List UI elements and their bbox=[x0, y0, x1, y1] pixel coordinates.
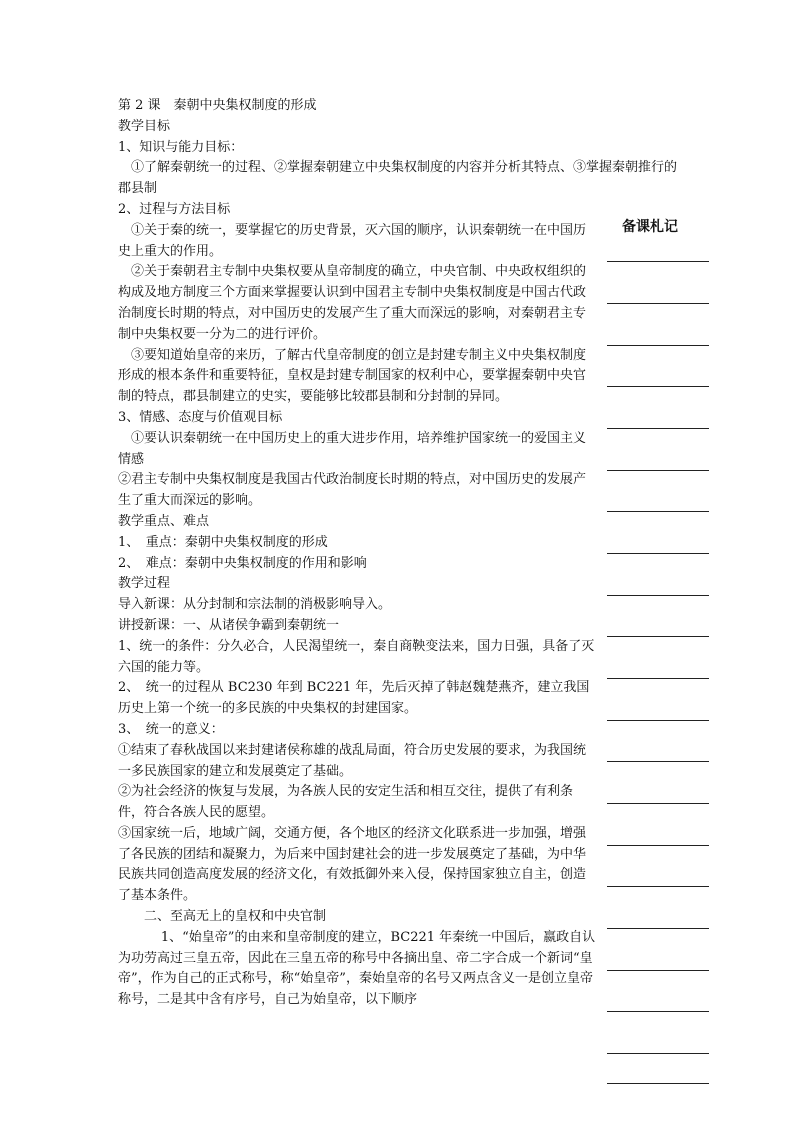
difficult-point: 2、 难点：秦朝中央集权制度的作用和影响 bbox=[118, 555, 367, 571]
significance-item-2: ②为社会经济的恢复与发展，为各族人民的安定生活和相互交往，提供了有利条件，符合各族人民的愿望。 bbox=[118, 784, 574, 821]
note-line[interactable] bbox=[607, 553, 709, 554]
note-line[interactable] bbox=[607, 1053, 709, 1054]
significance-item-3: ③国家统一后，地域广阔，交通方便，各个地区的经济文化联系进一步加强，增强了各民族的团结和凝聚力，为后来中国封建社会的进一步发展奠定了基础，为中华民族共同创造高度发展的经济文化，有效抵御外来入侵，保持国家独立自主，创造了基本条件。 bbox=[118, 825, 587, 904]
note-line[interactable] bbox=[607, 845, 709, 846]
goal-2-item-2: ②关于秦朝君主专制中央集权要从皇帝制度的确立，中央官制、中央政权组织的构成及地方制度三个方面来掌握要认识到中国君主专制中央集权制度是中国古代政治制度长时期的特点，对中国历史的发展产生了重大而深远的影响，对秦朝君主专制中央集权要一分为二的进行评价。 bbox=[118, 264, 587, 342]
note-line[interactable] bbox=[607, 1011, 709, 1012]
heading-teaching-goals: 教学目标 bbox=[118, 118, 171, 134]
goal-2-heading: 2、过程与方法目标 bbox=[118, 201, 231, 217]
note-line[interactable] bbox=[607, 303, 709, 304]
key-point: 1、 重点：秦朝中央集权制度的形成 bbox=[118, 534, 328, 550]
note-line[interactable] bbox=[607, 636, 709, 637]
significance-item-1: ①结束了春秋战国以来封建诸侯称雄的战乱局面，符合历史发展的要求，为我国统一多民族国家的建立和发展奠定了基础。 bbox=[118, 742, 587, 779]
lesson-part-1-heading: 讲授新课：一、从诸侯争霸到秦朝统一 bbox=[118, 617, 340, 633]
note-line[interactable] bbox=[607, 803, 709, 804]
note-line[interactable] bbox=[607, 386, 709, 387]
lesson-intro: 导入新课：从分封制和宗法制的消极影响导入。 bbox=[118, 597, 392, 613]
note-line[interactable] bbox=[607, 345, 709, 346]
unification-process: 2、 统一的过程从 BC230 年到 BC221 年，先后灭掉了韩赵魏楚燕齐，建立我国历史上第一个统一的多民族的中央集权的封建国家。 bbox=[118, 680, 590, 717]
note-line[interactable] bbox=[607, 886, 709, 887]
note-line[interactable] bbox=[607, 720, 709, 721]
note-line[interactable] bbox=[607, 970, 709, 971]
goal-2-item-1: ①关于秦的统一，要掌握它的历史背景，灭六国的顺序，认识秦朝统一在中国历史上重大的作用。 bbox=[118, 222, 587, 259]
goal-1-heading: 1、知识与能力目标： bbox=[118, 139, 244, 155]
note-line[interactable] bbox=[607, 470, 709, 471]
goal-1-text: ①了解秦朝统一的过程、②掌握秦朝建立中央集权制度的内容并分析其特点、③掌握秦朝推行的郡县制 bbox=[118, 160, 678, 197]
goal-2-item-3: ③要知道始皇帝的来历，了解古代皇帝制度的创立是封建专制主义中央集权制度形成的根本条件和重要特征，皇权是封建专制国家的权利中心，要掌握秦朝中央官制的特点，郡县制建立的史实，要能够比较郡县制和分封制的异同。 bbox=[118, 347, 587, 405]
unification-conditions: 1、统一的条件：分久必合，人民渴望统一，秦自商鞅变法来，国力日强，具备了灭六国的能力等。 bbox=[118, 638, 595, 675]
heading-key-points: 教学重点、难点 bbox=[118, 513, 210, 529]
lesson-title: 第 2 课 秦朝中央集权制度的形成 bbox=[118, 98, 317, 113]
heading-teaching-process: 教学过程 bbox=[118, 576, 171, 592]
emperor-system-text: 1、“始皇帝”的由来和皇帝制度的建立，BC221 年秦统一中国后，嬴政自认为功劳高过三皇五帝，因此在三皇五帝的称号中各摘出皇、帝二字合成一个新词“皇帝”，作为自己的正式称号，称“始皇帝”，秦始皇帝的名号又两点含义一是创立皇帝称号，二是其中含有序号，自己为始皇帝，以下顺序 bbox=[118, 929, 596, 1008]
note-line[interactable] bbox=[607, 511, 709, 512]
note-line[interactable] bbox=[607, 761, 709, 762]
lesson-part-2-heading: 二、至高无上的皇权和中央官制 bbox=[144, 909, 327, 925]
note-line[interactable] bbox=[607, 428, 709, 429]
note-line[interactable] bbox=[607, 678, 709, 679]
note-line[interactable] bbox=[607, 1083, 709, 1084]
note-line[interactable] bbox=[607, 928, 709, 929]
lesson-notes-title: 备课札记 bbox=[622, 219, 678, 235]
goal-3-item-2: ②君主专制中央集权制度是我国古代政治制度长时期的特点，对中国历史的发展产生了重大而深远的影响。 bbox=[118, 472, 587, 509]
goal-3-heading: 3、情感、态度与价值观目标 bbox=[118, 409, 283, 425]
note-line[interactable] bbox=[607, 595, 709, 596]
goal-3-item-1: ①要认识秦朝统一在中国历史上的重大进步作用，培养维护国家统一的爱国主义情感 bbox=[118, 430, 587, 467]
note-line[interactable] bbox=[607, 261, 709, 262]
unification-significance-heading: 3、 统一的意义： bbox=[118, 721, 224, 737]
